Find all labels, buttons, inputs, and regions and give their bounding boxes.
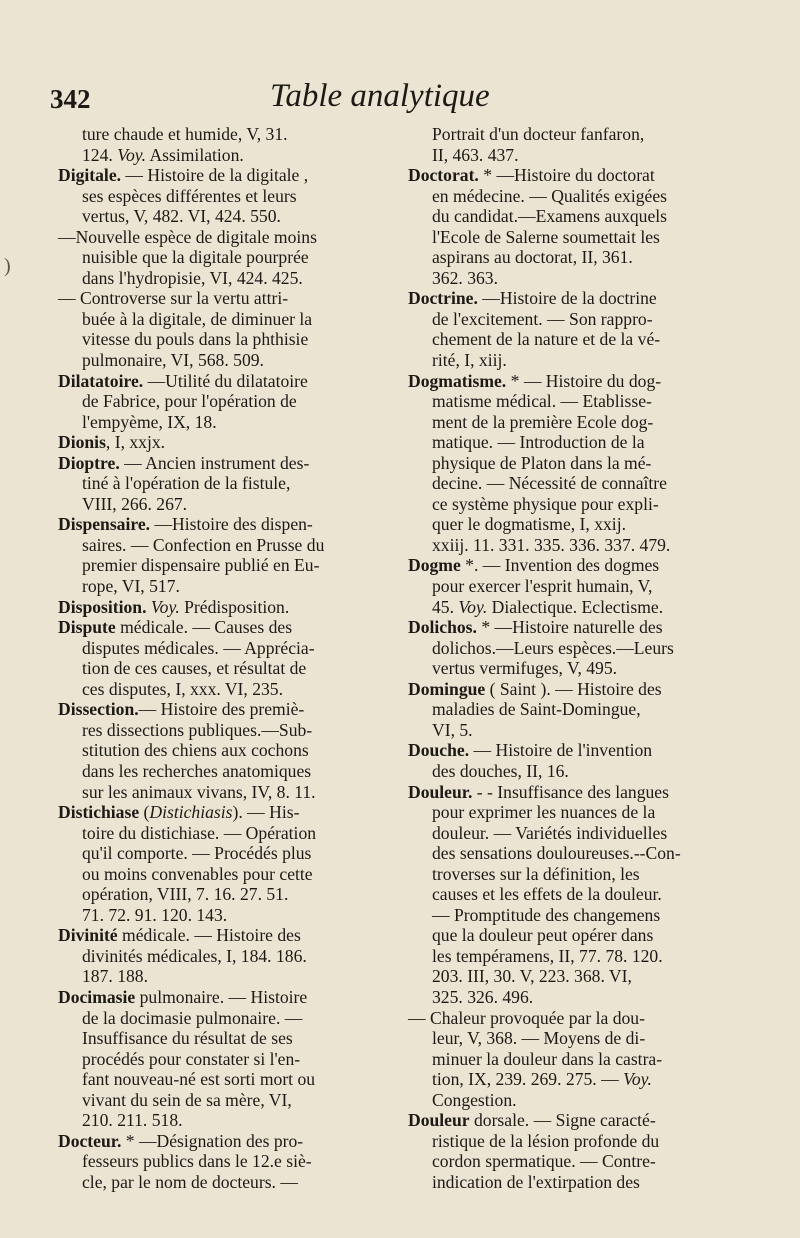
index-line (408, 432, 738, 453)
index-line (408, 966, 738, 987)
entry-headword: Dissection. (58, 699, 139, 720)
page-number: 342 (50, 84, 91, 114)
index-line (58, 576, 390, 597)
entry-text: des douches, II, 16. (432, 760, 569, 781)
entry-text: procédés pour constater si l'en- (82, 1048, 301, 1069)
index-line (58, 494, 390, 515)
index-line (408, 576, 738, 597)
index-line (58, 740, 390, 761)
index-line (408, 720, 738, 741)
entry-headword: Domingue (408, 678, 486, 699)
entry-text: — Histoire de la digitale , (121, 165, 309, 186)
entry-text: 210. 211. 518. (82, 1110, 183, 1131)
index-line (58, 761, 390, 782)
index-line (58, 206, 390, 227)
index-line (408, 658, 738, 679)
index-line (58, 391, 390, 412)
index-line (408, 1131, 738, 1152)
entry-text: xxiij. 11. 331. 335. 336. 337. 479. (432, 534, 671, 555)
index-column-left (58, 124, 390, 1192)
entry-italic: Voy. (150, 596, 180, 617)
entry-text: fant nouveau-né est sorti mort ou (82, 1069, 316, 1090)
entry-text: dans l'hydropisie, VI, 424. 425. (82, 267, 303, 288)
entry-text: II, 463. 437. (432, 144, 519, 165)
index-line (408, 535, 738, 556)
entry-text: de l'excitement. — Son rappro- (432, 308, 653, 329)
index-line (408, 802, 738, 823)
entry-text: ces disputes, I, xxx. VI, 235. (82, 678, 284, 699)
entry-text: 45. (432, 596, 459, 617)
margin-mark: ) (4, 255, 11, 277)
entry-text: physique de Platon dans la mé- (432, 452, 652, 473)
entry-text: matisme médical. — Etablisse- (432, 391, 652, 412)
entry-text: cordon spermatique. — Contre- (432, 1151, 656, 1172)
entry-text: — Histoire des premiè- (138, 699, 305, 720)
index-line (408, 905, 738, 926)
entry-text: rope, VI, 517. (82, 576, 180, 597)
index-line (58, 1090, 390, 1111)
entry-text: médicale. — Histoire des (117, 925, 301, 946)
entry-text: res dissections publiques.—Sub- (82, 719, 313, 740)
index-line (408, 288, 738, 309)
entry-text: —Utilité du dilatatoire (143, 370, 308, 391)
index-line (408, 247, 738, 268)
index-line (58, 782, 390, 803)
entry-text: vivant du sein de sa mère, VI, (82, 1089, 292, 1110)
index-line (58, 145, 390, 166)
index-line (58, 679, 390, 700)
entry-italic: Voy. (458, 596, 488, 617)
entry-italic: Distichiasis (149, 802, 233, 823)
entry-text: toire du distichiase. — Opération (82, 822, 317, 843)
index-line (58, 329, 390, 350)
index-line (58, 473, 390, 494)
index-line (58, 823, 390, 844)
page-header (0, 78, 800, 122)
entry-headword: Douche. (408, 740, 470, 761)
entry-text: les tempéramens, II, 77. 78. 120. (432, 945, 663, 966)
entry-text: opération, VIII, 7. 16. 27. 51. (82, 884, 289, 905)
index-line (58, 247, 390, 268)
index-line (408, 946, 738, 967)
index-line (58, 1110, 390, 1131)
entry-text: Dialectique. Eclectisme. (487, 596, 664, 617)
entry-text: ture chaude et humide, V, 31. (82, 124, 288, 144)
entry-text: 325. 326. 496. (432, 986, 534, 1007)
index-line (58, 165, 390, 186)
entry-headword: Dionis (58, 432, 106, 453)
entry-text: premier dispensaire publié en Eu- (82, 555, 320, 576)
entry-text: ). — His- (232, 802, 300, 823)
entry-text: tion de ces causes, et résultat de (82, 658, 307, 679)
index-line (58, 597, 390, 618)
index-line (408, 371, 738, 392)
entry-text: * —Désignation des pro- (121, 1130, 304, 1151)
entry-text: troverses sur la définition, les (432, 863, 640, 884)
entry-text: - - Insuffisance des langues (472, 781, 669, 802)
entry-text: tiné à l'opération de la fistule, (82, 473, 291, 494)
entry-headword: Docteur. (58, 1130, 122, 1151)
entry-text: * —Histoire naturelle des (476, 617, 663, 638)
entry-italic: Voy. (623, 1069, 652, 1090)
index-line (408, 473, 738, 494)
entry-text: —Histoire de la doctrine (477, 288, 657, 309)
entry-text: —Histoire des dispen- (150, 514, 313, 535)
entry-text: , I, xxjx. (105, 432, 166, 453)
index-line (58, 946, 390, 967)
entry-headword: Doctorat. (408, 165, 479, 186)
index-line (58, 864, 390, 885)
entry-text: * —Histoire du doctorat (478, 165, 655, 186)
entry-text: dolichos.—Leurs espèces.—Leurs (432, 637, 674, 658)
entry-headword: Disposition. (58, 596, 147, 617)
index-line (58, 227, 390, 248)
index-line (58, 1131, 390, 1152)
index-line (408, 638, 738, 659)
entry-text: quer le dogmatisme, I, xxij. (432, 514, 626, 535)
entry-text: qu'il comporte. — Procédés plus (82, 843, 312, 864)
index-line (408, 124, 738, 145)
entry-text: en médecine. — Qualités exigées (432, 185, 667, 206)
index-line (408, 1110, 738, 1131)
entry-text: Assimilation. (146, 144, 244, 165)
index-line (408, 1069, 738, 1090)
index-line (58, 535, 390, 556)
entry-text: dorsale. — Signe caracté- (469, 1110, 656, 1131)
entry-text: — Ancien instrument des- (119, 452, 310, 473)
entry-text: maladies de Saint-Domingue, (432, 699, 641, 720)
entry-headword: Douleur. (408, 781, 473, 802)
index-line (408, 555, 738, 576)
entry-text: ses espèces différentes et leurs (82, 185, 297, 206)
entry-text: vertus, V, 482. VI, 424. 550. (82, 206, 281, 227)
index-line (408, 514, 738, 535)
entry-text: ment de la première Ecole dog- (432, 411, 654, 432)
entry-text: decine. — Nécessité de connaître (432, 473, 667, 494)
index-line (58, 309, 390, 330)
index-line (58, 966, 390, 987)
index-line (58, 1172, 390, 1193)
entry-headword: Dogmatisme. (408, 370, 507, 391)
index-line (58, 802, 390, 823)
entry-text: pulmonaire. — Histoire (135, 986, 308, 1007)
entry-text: — Histoire de l'invention (469, 740, 653, 761)
index-line (58, 1069, 390, 1090)
entry-headword: Docimasie (58, 986, 136, 1007)
index-line (408, 1172, 738, 1193)
entry-text: VIII, 266. 267. (82, 493, 188, 514)
entry-text: médicale. — Causes des (115, 617, 293, 638)
entry-text: saires. — Confection en Prusse du (82, 534, 325, 555)
entry-text: pulmonaire, VI, 568. 509. (82, 350, 264, 371)
entry-text: tion, IX, 239. 269. 275. — (432, 1069, 624, 1090)
entry-text: buée à la digitale, de diminuer la (82, 308, 313, 329)
entry-text: Congestion. (432, 1089, 517, 1110)
entry-text: vitesse du pouls dans la phthisie (82, 329, 309, 350)
index-line (408, 186, 738, 207)
index-line (408, 1028, 738, 1049)
index-line (408, 391, 738, 412)
entry-text: pour exercer l'esprit humain, V, (432, 576, 653, 597)
entry-headword: Dogme (408, 555, 461, 576)
index-line (58, 1028, 390, 1049)
entry-text: indication de l'extirpation des (432, 1171, 640, 1192)
index-line (58, 720, 390, 741)
index-line (58, 925, 390, 946)
entry-text: ou moins convenables pour cette (82, 863, 313, 884)
index-line (58, 350, 390, 371)
index-line (58, 412, 390, 433)
index-line (408, 227, 738, 248)
entry-text: divinités médicales, I, 184. 186. (82, 945, 307, 966)
entry-text: —Nouvelle espèce de digitale moins (58, 226, 317, 247)
index-line (408, 843, 738, 864)
entry-text: chement de la nature et de la vé- (432, 329, 661, 350)
index-line (58, 124, 390, 145)
entry-headword: Digitale. (58, 165, 122, 186)
index-column-right (408, 124, 738, 1192)
entry-text: nuisible que la digitale pourprée (82, 247, 309, 268)
entry-text: ce système physique pour expli- (432, 493, 659, 514)
index-line (408, 1049, 738, 1070)
index-line (58, 555, 390, 576)
entry-text: leur, V, 368. — Moyens de di- (432, 1028, 646, 1049)
index-line (58, 514, 390, 535)
entry-text: ( Saint ). — Histoire des (485, 678, 662, 699)
index-line (408, 268, 738, 289)
entry-text: du candidat.—Examens auxquels (432, 206, 668, 227)
index-line (408, 145, 738, 166)
entry-text: dans les recherches anatomiques (82, 760, 312, 781)
index-line (408, 617, 738, 638)
entry-text: — Promptitude des changemens (432, 904, 661, 925)
index-line (408, 740, 738, 761)
entry-text: l'empyème, IX, 18. (82, 411, 217, 432)
entry-text: que la douleur peut opérer dans (432, 925, 654, 946)
entry-text: aspirans au doctorat, II, 361. (432, 247, 633, 268)
index-line (58, 453, 390, 474)
index-line (408, 597, 738, 618)
entry-headword: Dioptre. (58, 452, 120, 473)
index-line (58, 1151, 390, 1172)
index-line (408, 412, 738, 433)
entry-text: * — Histoire du dog- (506, 370, 662, 391)
entry-text: ristique de la lésion profonde du (432, 1130, 660, 1151)
entry-text: disputes médicales. — Apprécia- (82, 637, 315, 658)
entry-text: cle, par le nom de docteurs. — (82, 1171, 298, 1192)
index-line (408, 699, 738, 720)
entry-headword: Douleur (408, 1110, 470, 1131)
entry-headword: Distichiase (58, 802, 140, 823)
entry-headword: Dispute (58, 617, 116, 638)
index-line (58, 371, 390, 392)
entry-text: 203. III, 30. V, 223. 368. VI, (432, 966, 632, 987)
index-line (58, 699, 390, 720)
index-line (408, 884, 738, 905)
index-line (58, 432, 390, 453)
entry-text: rité, I, xiij. (432, 350, 507, 371)
index-line (58, 617, 390, 638)
entry-text: *. — Invention des dogmes (460, 555, 660, 576)
entry-headword: Dispensaire. (58, 514, 151, 535)
index-line (58, 987, 390, 1008)
entry-text: douleur. — Variétés individuelles (432, 822, 668, 843)
index-line (58, 1008, 390, 1029)
entry-text: sur les animaux vivans, IV, 8. 11. (82, 781, 316, 802)
index-line (58, 268, 390, 289)
index-line (408, 823, 738, 844)
index-line (58, 905, 390, 926)
entry-text: de Fabrice, pour l'opération de (82, 391, 297, 412)
entry-text: Portrait d'un docteur fanfaron, (432, 124, 645, 144)
index-line (58, 638, 390, 659)
index-line (408, 494, 738, 515)
entry-text: — Chaleur provoquée par la dou- (408, 1007, 645, 1028)
index-line (408, 309, 738, 330)
entry-headword: Dolichos. (408, 617, 477, 638)
index-line (408, 1008, 738, 1029)
entry-headword: Doctrine. (408, 288, 478, 309)
index-line (408, 925, 738, 946)
index-line (58, 658, 390, 679)
entry-text: stitution des chiens aux cochons (82, 740, 309, 761)
entry-text: ( (139, 802, 150, 823)
entry-text: l'Ecole de Salerne soumettait les (432, 226, 660, 247)
index-line (408, 761, 738, 782)
index-line (408, 987, 738, 1008)
index-line (408, 864, 738, 885)
index-line (408, 1090, 738, 1111)
entry-text: des sensations douloureuses.--Con- (432, 843, 681, 864)
entry-headword: Divinité (58, 925, 118, 946)
index-line (408, 350, 738, 371)
entry-text: 71. 72. 91. 120. 143. (82, 904, 228, 925)
index-line (58, 288, 390, 309)
entry-text: 187. 188. (82, 966, 148, 987)
entry-headword: Dilatatoire. (58, 370, 144, 391)
index-line (408, 782, 738, 803)
entry-text: 362. 363. (432, 267, 498, 288)
index-line (408, 329, 738, 350)
index-line (408, 679, 738, 700)
entry-text: pour exprimer les nuances de la (432, 802, 656, 823)
entry-text: Insuffisance du résultat de ses (82, 1028, 293, 1049)
entry-text: VI, 5. (432, 719, 473, 740)
entry-text: Prédisposition. (179, 596, 290, 617)
index-line (408, 1151, 738, 1172)
entry-text: minuer la douleur dans la castra- (432, 1048, 663, 1069)
entry-text: fesseurs publics dans le 12.e siè- (82, 1151, 312, 1172)
entry-text: 124. (82, 144, 118, 165)
index-line (408, 165, 738, 186)
index-line (58, 186, 390, 207)
entry-italic: Voy. (117, 144, 147, 165)
entry-text: de la docimasie pulmonaire. — (82, 1007, 303, 1028)
running-title: Table analytique (270, 78, 490, 114)
entry-text: causes et les effets de la douleur. (432, 884, 662, 905)
index-line (58, 843, 390, 864)
index-line (58, 884, 390, 905)
index-line (408, 206, 738, 227)
entry-text: matique. — Introduction de la (432, 432, 645, 453)
index-line (408, 453, 738, 474)
entry-text: — Controverse sur la vertu attri- (58, 288, 289, 309)
index-line (58, 1049, 390, 1070)
entry-text: vertus vermifuges, V, 495. (432, 658, 618, 679)
